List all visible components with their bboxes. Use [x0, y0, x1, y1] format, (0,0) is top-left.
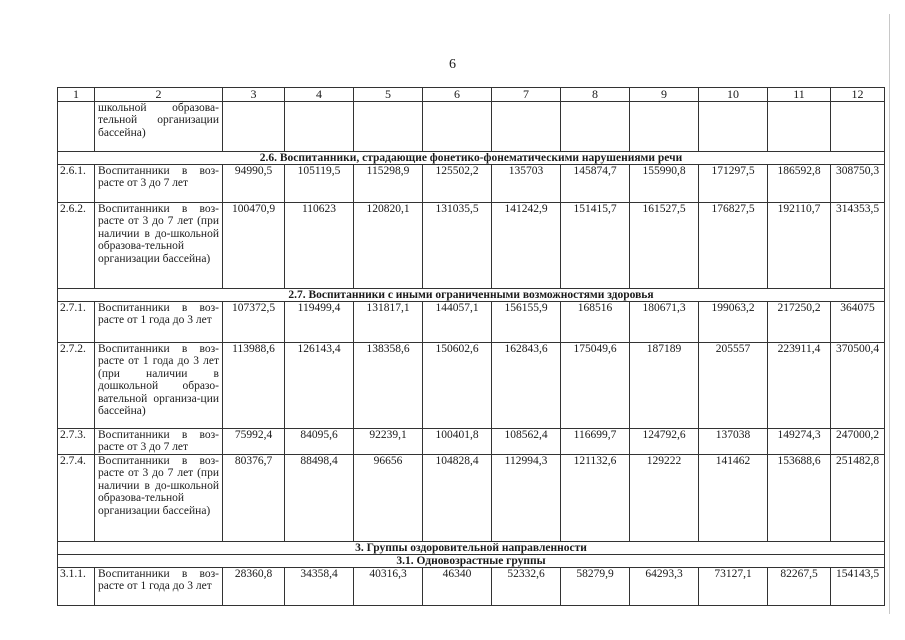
table-row: [58, 164, 885, 202]
header-cell: 7: [492, 88, 561, 102]
value-cell: 88498,4: [285, 454, 354, 541]
section-3-title: 3. Группы оздоровительной направленности: [58, 541, 885, 554]
section-title-row: [58, 151, 885, 164]
value-cell: 113988,6: [223, 342, 285, 428]
continuation-text: школьной образова-тельной организации бассейна): [95, 101, 223, 151]
value-cell: 115298,9: [354, 164, 423, 202]
header-cell: 4: [285, 88, 354, 102]
row-description: Воспитанники в воз-расте от 3 до 7 лет (при наличии в до-школьной образова-тельной организации бассейна): [95, 202, 223, 288]
value-cell: 112994,3: [492, 454, 561, 541]
value-cell: 34358,4: [285, 567, 354, 605]
row-code: 2.7.3.: [58, 428, 95, 454]
table-row: [58, 342, 885, 428]
value-cell: 100401,8: [423, 428, 492, 454]
value-cell: 223911,4: [768, 342, 831, 428]
value-cell: 108562,4: [492, 428, 561, 454]
table-row: [58, 567, 885, 605]
value-cell: 64293,3: [630, 567, 699, 605]
header-cell: 11: [768, 88, 831, 102]
table-row: [58, 202, 885, 288]
value-cell: 145874,7: [561, 164, 630, 202]
value-cell: 131817,1: [354, 301, 423, 342]
value-cell: 364075: [831, 301, 885, 342]
tariff-table: [57, 87, 885, 606]
value-cell: 58279,9: [561, 567, 630, 605]
value-cell: 141462: [699, 454, 768, 541]
value-cell: 141242,9: [492, 202, 561, 288]
header-cell: 12: [831, 88, 885, 102]
value-cell: 96656: [354, 454, 423, 541]
value-cell: 100470,9: [223, 202, 285, 288]
row-code: 2.6.2.: [58, 202, 95, 288]
section-2-7: [58, 288, 885, 541]
value-cell: 151415,7: [561, 202, 630, 288]
value-cell: 110623: [285, 202, 354, 288]
value-cell: 162843,6: [492, 342, 561, 428]
header-cell: 10: [699, 88, 768, 102]
value-cell: 94990,5: [223, 164, 285, 202]
header-cell: 1: [58, 88, 95, 102]
value-cell: 314353,5: [831, 202, 885, 288]
value-cell: 75992,4: [223, 428, 285, 454]
value-cell: 192110,7: [768, 202, 831, 288]
table-row: [58, 428, 885, 454]
value-cell: 107372,5: [223, 301, 285, 342]
value-cell: 104828,4: [423, 454, 492, 541]
scan-edge-line: [889, 14, 890, 614]
header-cell: 3: [223, 88, 285, 102]
value-cell: 154143,5: [831, 567, 885, 605]
value-cell: 175049,6: [561, 342, 630, 428]
value-cell: 251482,8: [831, 454, 885, 541]
value-cell: 168516: [561, 301, 630, 342]
row-code: 3.1.1.: [58, 567, 95, 605]
page-number: 6: [449, 57, 456, 72]
value-cell: 124792,6: [630, 428, 699, 454]
value-cell: 131035,5: [423, 202, 492, 288]
value-cell: 217250,2: [768, 301, 831, 342]
value-cell: 120820,1: [354, 202, 423, 288]
value-cell: 82267,5: [768, 567, 831, 605]
section-title-row: [58, 541, 885, 554]
value-cell: 40316,3: [354, 567, 423, 605]
header-cell: 5: [354, 88, 423, 102]
table-row: [58, 301, 885, 342]
row-code: 2.6.1.: [58, 164, 95, 202]
continuation-row: [58, 101, 885, 151]
value-cell: 156155,9: [492, 301, 561, 342]
row-description: Воспитанники в воз-расте от 3 до 7 лет (при наличии в до-школьной образова-тельной организации бассейна): [95, 454, 223, 541]
header-cell: 6: [423, 88, 492, 102]
section-3-1: [58, 567, 885, 605]
value-cell: 135703: [492, 164, 561, 202]
value-cell: 138358,6: [354, 342, 423, 428]
value-cell: 80376,7: [223, 454, 285, 541]
section-title: 2.7. Воспитанники с иными ограниченными возможностями здоровья: [58, 288, 885, 301]
section-3-1-title: 3.1. Одновозрастные группы: [58, 554, 885, 567]
row-description: Воспитанники в воз-расте от 3 до 7 лет: [95, 164, 223, 202]
value-cell: 144057,1: [423, 301, 492, 342]
value-cell: 125502,2: [423, 164, 492, 202]
table-row: [58, 454, 885, 541]
value-cell: 73127,1: [699, 567, 768, 605]
row-description: Воспитанники в воз-расте от 1 года до 3 лет: [95, 301, 223, 342]
value-cell: 370500,4: [831, 342, 885, 428]
row-description: Воспитанники в воз-расте от 1 года до 3 лет (при наличии в дошкольной образо-вательной организа-ции бассейна): [95, 342, 223, 428]
value-cell: 186592,8: [768, 164, 831, 202]
row-description: Воспитанники в воз-расте от 1 года до 3 лет: [95, 567, 223, 605]
value-cell: 84095,6: [285, 428, 354, 454]
row-code: 2.7.4.: [58, 454, 95, 541]
value-cell: 180671,3: [630, 301, 699, 342]
section-title-row: [58, 288, 885, 301]
value-cell: 176827,5: [699, 202, 768, 288]
value-cell: 187189: [630, 342, 699, 428]
value-cell: 161527,5: [630, 202, 699, 288]
value-cell: 137038: [699, 428, 768, 454]
value-cell: 199063,2: [699, 301, 768, 342]
header-cell: 2: [95, 88, 223, 102]
value-cell: 205557: [699, 342, 768, 428]
value-cell: 308750,3: [831, 164, 885, 202]
header-row: [58, 88, 885, 102]
value-cell: 119499,4: [285, 301, 354, 342]
section-title: 2.6. Воспитанники, страдающие фонетико-фонематическими нарушениями речи: [58, 151, 885, 164]
value-cell: 28360,8: [223, 567, 285, 605]
section-title-row: [58, 554, 885, 567]
value-cell: 149274,3: [768, 428, 831, 454]
value-cell: 129222: [630, 454, 699, 541]
row-description: Воспитанники в воз-расте от 3 до 7 лет: [95, 428, 223, 454]
row-code: 2.7.2.: [58, 342, 95, 428]
value-cell: 155990,8: [630, 164, 699, 202]
value-cell: 247000,2: [831, 428, 885, 454]
header-cell: 8: [561, 88, 630, 102]
value-cell: 92239,1: [354, 428, 423, 454]
value-cell: 121132,6: [561, 454, 630, 541]
value-cell: 126143,4: [285, 342, 354, 428]
value-cell: 46340: [423, 567, 492, 605]
value-cell: 150602,6: [423, 342, 492, 428]
value-cell: 171297,5: [699, 164, 768, 202]
row-code: 2.7.1.: [58, 301, 95, 342]
section-2-6: [58, 151, 885, 288]
value-cell: 153688,6: [768, 454, 831, 541]
value-cell: 116699,7: [561, 428, 630, 454]
header-cell: 9: [630, 88, 699, 102]
value-cell: 52332,6: [492, 567, 561, 605]
value-cell: 105119,5: [285, 164, 354, 202]
